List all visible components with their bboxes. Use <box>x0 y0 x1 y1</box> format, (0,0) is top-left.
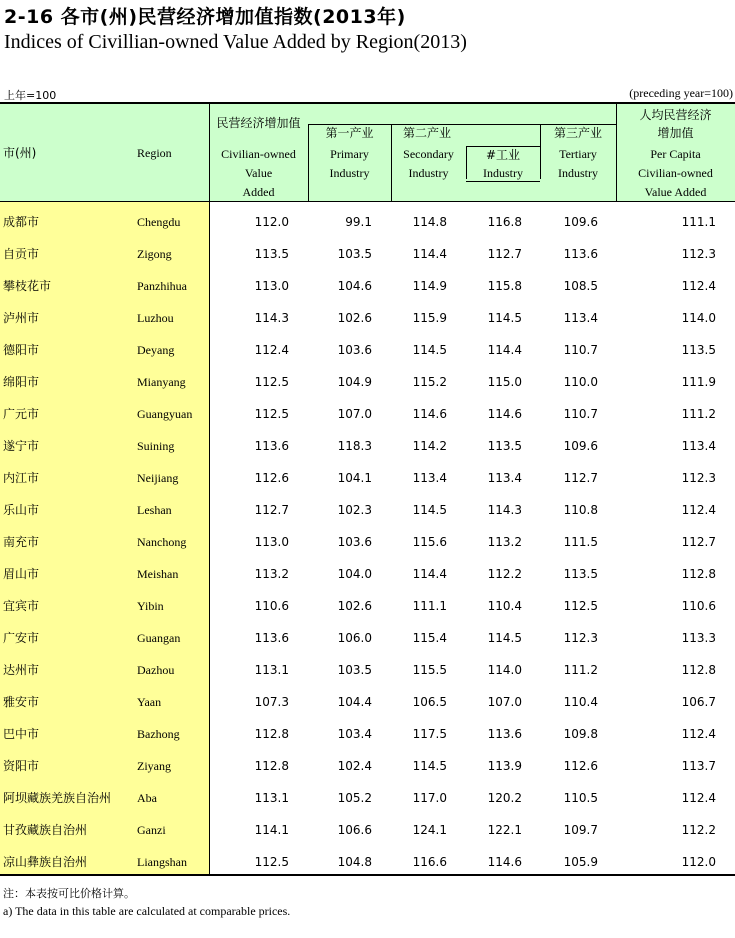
va-index-cell: 112.8 <box>254 727 289 741</box>
va-index-cell: 114.1 <box>254 823 289 837</box>
primary-index-cell: 103.6 <box>337 535 372 549</box>
city-name-cell: 广安市 <box>3 631 40 645</box>
percapita-index-cell: 113.4 <box>681 439 716 453</box>
tertiary-index-cell: 111.2 <box>563 663 598 677</box>
header-percapita-en-3: Value Added <box>644 185 707 199</box>
industry-index-cell: 120.2 <box>487 791 522 805</box>
region-name-cell: Ganzi <box>137 823 166 837</box>
secondary-index-cell: 115.9 <box>412 311 447 325</box>
base-unit-english: (preceding year=100) <box>629 86 733 100</box>
table-row <box>0 330 735 362</box>
percapita-index-cell: 112.7 <box>681 535 716 549</box>
header-primary-en-1: Primary <box>330 147 369 161</box>
city-name-cell: 成都市 <box>3 215 40 229</box>
header-secondary-zh: 第二产业 <box>403 126 452 140</box>
table-row <box>0 618 735 650</box>
column-divider <box>209 554 210 586</box>
industry-index-cell: 107.0 <box>487 695 522 709</box>
region-name-cell: Yibin <box>137 599 164 613</box>
region-name-cell: Luzhou <box>137 311 174 325</box>
industry-index-cell: 122.1 <box>487 823 522 837</box>
primary-index-cell: 103.5 <box>337 247 372 261</box>
column-divider <box>209 266 210 298</box>
column-divider <box>209 490 210 522</box>
primary-index-cell: 103.5 <box>337 663 372 677</box>
secondary-index-cell: 115.5 <box>412 663 447 677</box>
secondary-index-cell: 114.8 <box>412 215 447 229</box>
primary-index-cell: 102.3 <box>337 503 372 517</box>
percapita-index-cell: 112.0 <box>681 855 716 869</box>
primary-index-cell: 106.0 <box>337 631 372 645</box>
table-row <box>0 426 735 458</box>
va-index-cell: 113.5 <box>254 247 289 261</box>
secondary-index-cell: 116.6 <box>412 855 447 869</box>
region-name-cell: Yaan <box>137 695 162 709</box>
region-name-cell: Panzhihua <box>137 279 187 293</box>
table-row <box>0 842 735 874</box>
header-city: 市(州) <box>3 146 37 160</box>
column-divider <box>209 586 210 618</box>
secondary-index-cell: 115.6 <box>412 535 447 549</box>
table-row <box>0 682 735 714</box>
region-name-cell: Bazhong <box>137 727 180 741</box>
va-index-cell: 113.0 <box>254 279 289 293</box>
va-index-cell: 112.6 <box>254 471 289 485</box>
tertiary-index-cell: 110.4 <box>563 695 598 709</box>
city-name-cell: 凉山彝族自治州 <box>3 855 88 869</box>
secondary-index-cell: 114.2 <box>412 439 447 453</box>
header-percapita-en-2: Civilian-owned <box>638 166 713 180</box>
secondary-index-cell: 114.5 <box>412 759 447 773</box>
tertiary-index-cell: 113.4 <box>563 311 598 325</box>
percapita-index-cell: 113.7 <box>681 759 716 773</box>
header-industry-zh: #工业 <box>485 148 521 162</box>
va-index-cell: 112.7 <box>254 503 289 517</box>
tertiary-index-cell: 110.7 <box>563 407 598 421</box>
column-divider <box>209 426 210 458</box>
table-row <box>0 234 735 266</box>
primary-index-cell: 104.0 <box>337 567 372 581</box>
percapita-index-cell: 114.0 <box>681 311 716 325</box>
va-index-cell: 113.1 <box>254 791 289 805</box>
secondary-index-cell: 114.4 <box>412 567 447 581</box>
industry-index-cell: 113.4 <box>487 471 522 485</box>
va-index-cell: 112.5 <box>254 375 289 389</box>
primary-index-cell: 103.6 <box>337 343 372 357</box>
secondary-index-cell: 113.4 <box>412 471 447 485</box>
industry-index-cell: 112.2 <box>487 567 522 581</box>
primary-index-cell: 104.8 <box>337 855 372 869</box>
va-index-cell: 112.4 <box>254 343 289 357</box>
column-divider <box>209 362 210 394</box>
secondary-index-cell: 114.9 <box>412 279 447 293</box>
city-name-cell: 眉山市 <box>3 567 40 581</box>
city-name-cell: 德阳市 <box>3 343 40 357</box>
primary-index-cell: 99.1 <box>345 215 372 229</box>
industry-index-cell: 115.0 <box>487 375 522 389</box>
table-body <box>0 202 735 874</box>
industry-index-cell: 115.8 <box>487 279 522 293</box>
industry-index-cell: 114.6 <box>487 855 522 869</box>
industry-index-cell: 114.3 <box>487 503 522 517</box>
tertiary-index-cell: 112.7 <box>563 471 598 485</box>
table-row <box>0 554 735 586</box>
footnote-chinese: 注：本表按可比价格计算。 <box>3 887 135 900</box>
header-value-added-en-3: Added <box>242 185 275 199</box>
table-row <box>0 746 735 778</box>
primary-index-cell: 104.6 <box>337 279 372 293</box>
primary-index-cell: 105.2 <box>337 791 372 805</box>
industry-index-cell: 113.9 <box>487 759 522 773</box>
va-index-cell: 114.3 <box>254 311 289 325</box>
primary-index-cell: 104.9 <box>337 375 372 389</box>
column-divider <box>209 394 210 426</box>
table-row <box>0 522 735 554</box>
region-name-cell: Suining <box>137 439 175 453</box>
city-name-cell: 遂宁市 <box>3 439 40 453</box>
va-index-cell: 110.6 <box>254 599 289 613</box>
va-index-cell: 113.6 <box>254 439 289 453</box>
tertiary-index-cell: 112.6 <box>563 759 598 773</box>
city-name-cell: 巴中市 <box>3 727 40 741</box>
header-industry-en: Industry <box>483 166 523 180</box>
table-row <box>0 490 735 522</box>
industry-index-cell: 114.5 <box>487 631 522 645</box>
city-name-cell: 自贡市 <box>3 247 40 261</box>
table-row <box>0 362 735 394</box>
percapita-index-cell: 112.3 <box>681 471 716 485</box>
tertiary-index-cell: 113.6 <box>563 247 598 261</box>
column-divider <box>209 618 210 650</box>
percapita-index-cell: 111.2 <box>681 407 716 421</box>
primary-index-cell: 118.3 <box>337 439 372 453</box>
header-primary-en-2: Industry <box>329 166 370 180</box>
percapita-index-cell: 111.9 <box>681 375 716 389</box>
va-index-cell: 113.6 <box>254 631 289 645</box>
region-name-cell: Nanchong <box>137 535 187 549</box>
city-name-cell: 乐山市 <box>3 503 40 517</box>
table-row <box>0 778 735 810</box>
city-name-cell: 阿坝藏族羌族自治州 <box>3 791 112 805</box>
region-name-cell: Chengdu <box>137 215 181 229</box>
city-name-cell: 内江市 <box>3 471 40 485</box>
table-row <box>0 586 735 618</box>
percapita-index-cell: 112.4 <box>681 791 716 805</box>
percapita-index-cell: 113.5 <box>681 343 716 357</box>
header-tertiary-en-1: Tertiary <box>559 147 597 161</box>
column-divider <box>209 746 210 778</box>
city-name-cell: 泸州市 <box>3 311 40 325</box>
column-divider <box>209 458 210 490</box>
tertiary-index-cell: 111.5 <box>563 535 598 549</box>
va-index-cell: 112.8 <box>254 759 289 773</box>
city-name-cell: 达州市 <box>3 663 40 677</box>
tertiary-index-cell: 110.5 <box>563 791 598 805</box>
header-tertiary-zh: 第三产业 <box>553 126 602 140</box>
table-bottom-rule <box>0 874 735 876</box>
percapita-index-cell: 112.4 <box>681 503 716 517</box>
primary-index-cell: 104.1 <box>337 471 372 485</box>
header-secondary-en-2: Industry <box>408 166 449 180</box>
region-name-cell: Zigong <box>137 247 172 261</box>
table-row <box>0 714 735 746</box>
table-row <box>0 458 735 490</box>
table-row <box>0 266 735 298</box>
industry-index-cell: 116.8 <box>487 215 522 229</box>
primary-index-cell: 102.6 <box>337 599 372 613</box>
column-divider <box>209 650 210 682</box>
footnote-english: a) The data in this table are calculated at comparable prices. <box>3 904 291 918</box>
city-name-cell: 南充市 <box>3 535 40 549</box>
percapita-index-cell: 112.8 <box>681 663 716 677</box>
secondary-index-cell: 114.5 <box>412 503 447 517</box>
header-percapita-zh-2: 增加值 <box>657 126 694 140</box>
secondary-index-cell: 117.5 <box>412 727 447 741</box>
column-divider <box>209 522 210 554</box>
region-name-cell: Ziyang <box>137 759 171 773</box>
percapita-index-cell: 111.1 <box>681 215 716 229</box>
tertiary-index-cell: 112.3 <box>563 631 598 645</box>
header-tertiary-en-2: Industry <box>558 166 598 180</box>
secondary-index-cell: 114.6 <box>412 407 447 421</box>
secondary-index-cell: 111.1 <box>412 599 447 613</box>
percapita-index-cell: 110.6 <box>681 599 716 613</box>
tertiary-index-cell: 113.5 <box>563 567 598 581</box>
industry-index-cell: 113.6 <box>487 727 522 741</box>
secondary-index-cell: 114.4 <box>412 247 447 261</box>
percapita-index-cell: 106.7 <box>681 695 716 709</box>
table-row <box>0 810 735 842</box>
industry-index-cell: 114.0 <box>487 663 522 677</box>
tertiary-index-cell: 110.8 <box>563 503 598 517</box>
table-header <box>0 102 735 202</box>
industry-index-cell: 110.4 <box>487 599 522 613</box>
table-title-english: Indices of Civillian-owned Value Added by Region(2013) <box>4 31 467 53</box>
column-divider <box>209 810 210 842</box>
percapita-index-cell: 113.3 <box>681 631 716 645</box>
header-value-added-en-1: Civilian-owned <box>221 147 296 161</box>
city-name-cell: 攀枝花市 <box>3 279 52 293</box>
table-row <box>0 202 735 234</box>
column-divider <box>209 298 210 330</box>
table-row <box>0 298 735 330</box>
secondary-index-cell: 114.5 <box>412 343 447 357</box>
secondary-index-cell: 117.0 <box>412 791 447 805</box>
tertiary-index-cell: 110.0 <box>563 375 598 389</box>
va-index-cell: 113.0 <box>254 535 289 549</box>
column-divider <box>209 330 210 362</box>
city-name-cell: 绵阳市 <box>3 375 40 389</box>
va-index-cell: 112.5 <box>254 855 289 869</box>
primary-index-cell: 102.6 <box>337 311 372 325</box>
region-name-cell: Guangyuan <box>137 407 193 421</box>
city-name-cell: 雅安市 <box>3 695 40 709</box>
region-name-cell: Dazhou <box>137 663 175 677</box>
percapita-index-cell: 112.2 <box>681 823 716 837</box>
percapita-index-cell: 112.4 <box>681 727 716 741</box>
region-name-cell: Guangan <box>137 631 181 645</box>
va-index-cell: 107.3 <box>254 695 289 709</box>
industry-index-cell: 113.5 <box>487 439 522 453</box>
percapita-index-cell: 112.3 <box>681 247 716 261</box>
industry-index-cell: 114.6 <box>487 407 522 421</box>
va-index-cell: 113.2 <box>254 567 289 581</box>
va-index-cell: 113.1 <box>254 663 289 677</box>
tertiary-index-cell: 109.6 <box>563 215 598 229</box>
header-percapita-zh-1: 人均民营经济 <box>639 108 712 122</box>
column-divider <box>209 714 210 746</box>
secondary-index-cell: 115.2 <box>412 375 447 389</box>
region-name-cell: Deyang <box>137 343 175 357</box>
header-value-added-zh: 民营经济增加值 <box>216 116 301 130</box>
primary-index-cell: 104.4 <box>337 695 372 709</box>
base-unit-chinese: 上年=100 <box>4 89 57 102</box>
percapita-index-cell: 112.8 <box>681 567 716 581</box>
region-name-cell: Aba <box>137 791 157 805</box>
region-name-cell: Meishan <box>137 567 179 581</box>
header-value-added-en-2: Value <box>244 166 273 180</box>
region-name-cell: Leshan <box>137 503 172 517</box>
tertiary-index-cell: 112.5 <box>563 599 598 613</box>
table-row <box>0 650 735 682</box>
column-divider <box>209 778 210 810</box>
va-index-cell: 112.5 <box>254 407 289 421</box>
column-divider <box>209 234 210 266</box>
secondary-index-cell: 124.1 <box>412 823 447 837</box>
tertiary-index-cell: 108.5 <box>563 279 598 293</box>
header-percapita-en-1: Per Capita <box>650 147 701 161</box>
region-name-cell: Liangshan <box>137 855 187 869</box>
column-divider <box>209 682 210 714</box>
industry-index-cell: 113.2 <box>487 535 522 549</box>
tertiary-index-cell: 109.6 <box>563 439 598 453</box>
primary-index-cell: 106.6 <box>337 823 372 837</box>
tertiary-index-cell: 105.9 <box>563 855 598 869</box>
table-title-chinese: 2-16 各市(州)民营经济增加值指数(2013年) <box>4 6 406 28</box>
header-primary-zh: 第一产业 <box>325 126 374 140</box>
secondary-index-cell: 115.4 <box>412 631 447 645</box>
city-name-cell: 广元市 <box>3 407 40 421</box>
column-divider <box>209 202 210 234</box>
header-secondary-en-1: Secondary <box>403 147 454 161</box>
column-divider <box>209 842 210 874</box>
data-table <box>0 102 735 874</box>
industry-index-cell: 112.7 <box>487 247 522 261</box>
va-index-cell: 112.0 <box>254 215 289 229</box>
primary-index-cell: 107.0 <box>337 407 372 421</box>
tertiary-index-cell: 110.7 <box>563 343 598 357</box>
city-name-cell: 宜宾市 <box>3 599 40 613</box>
city-name-cell: 甘孜藏族自治州 <box>3 823 88 837</box>
city-name-cell: 资阳市 <box>3 759 40 773</box>
region-name-cell: Mianyang <box>137 375 186 389</box>
primary-index-cell: 103.4 <box>337 727 372 741</box>
secondary-index-cell: 106.5 <box>412 695 447 709</box>
tertiary-index-cell: 109.7 <box>563 823 598 837</box>
table-row <box>0 394 735 426</box>
percapita-index-cell: 112.4 <box>681 279 716 293</box>
primary-index-cell: 102.4 <box>337 759 372 773</box>
industry-index-cell: 114.4 <box>487 343 522 357</box>
industry-index-cell: 114.5 <box>487 311 522 325</box>
header-region: Region <box>137 146 172 160</box>
region-name-cell: Neijiang <box>137 471 179 485</box>
tertiary-index-cell: 109.8 <box>563 727 598 741</box>
